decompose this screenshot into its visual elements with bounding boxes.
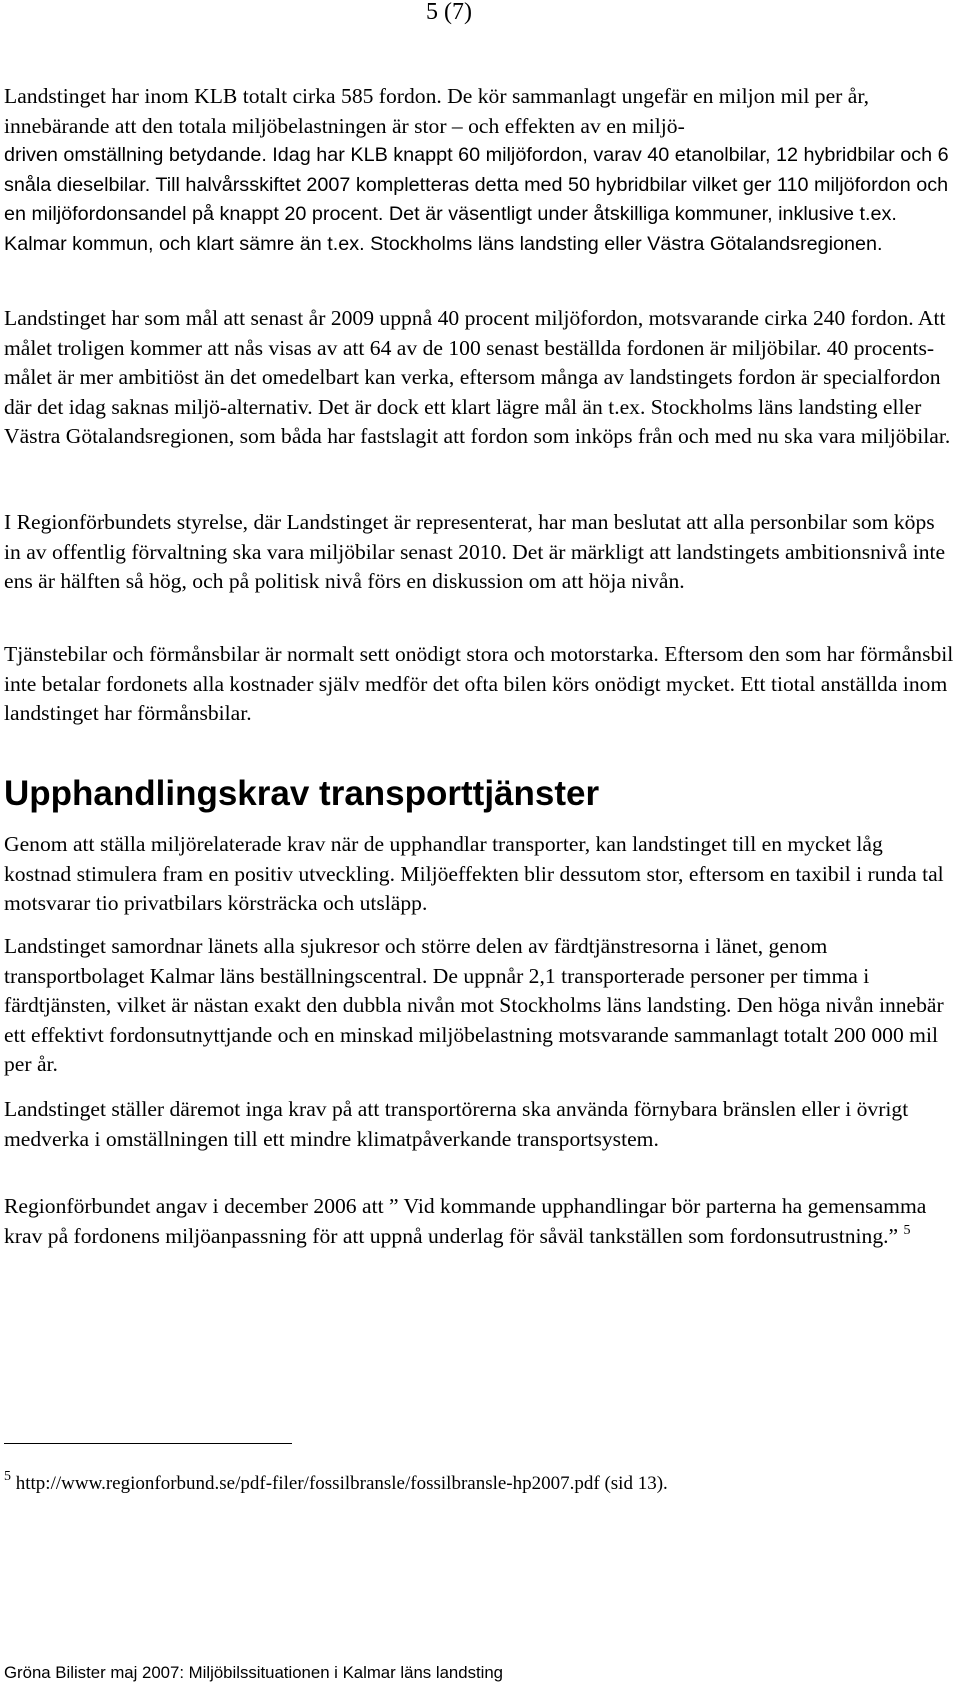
footnote-reference: 5: [903, 1222, 911, 1238]
footnote: [4, 1470, 668, 1498]
footnote-number: 5: [4, 1469, 11, 1484]
paragraph-regionforbund: I Regionförbundets styrelse, där Landstinget är representerat, har man beslutat att alla personbilar som köps in av offentlig förvaltning ska vara miljöbilar senast 2010. Det är märkligt att landstingets ambitionsnivå inte ens är hälften så hög, och på politisk nivå förs en diskussion om att höja nivån.: [4, 510, 946, 594]
paragraph-fleet-status: driven omställning betydande. Idag har KLB knappt 60 miljöfordon, varav 40 etanolbilar, 12 hybridbilar och 6 snåla dieselbilar. Till halvårsskiftet 2007 kompletteras detta med 50 hybridbilar vilket ger 110 miljöfordon och en miljöfordonsandel på knappt 20 procent. Det är väsentligt under åtskilliga kommuner, inklusive t.ex. Kalmar kommun, och klart sämre än t.ex. Stockholms läns landsting eller Västra Götalandsregionen.: [4, 144, 949, 255]
paragraph-fleet-intro: Landstinget har inom KLB totalt cirka 585 fordon. De kör sammanlagt ungefär en miljon mil per år, innebärande att den totala miljöbelastningen är stor – och effekten av en miljö-: [4, 84, 870, 138]
section-heading: Upphandlingskrav transporttjänster: [4, 774, 600, 813]
paragraph-formansbilar: Tjänstebilar och förmånsbilar är normalt sett onödigt stora och motorstarka. Eftersom den som har förmånsbil inte betalar fordonets alla kostnader själv medför det ofta bilen körs onödigt mycket. Ett tiotal anställda inom landstinget har förmånsbilar.: [4, 642, 954, 726]
page-footer: Gröna Bilister maj 2007: Miljöbilssituationen i Kalmar läns landsting: [4, 1663, 504, 1682]
footnote-link[interactable]: http://www.regionforbund.se/pdf-filer/fossilbransle/fossilbransle-hp2007.pdf (sid 13).: [15, 1473, 668, 1494]
footnote-divider: [4, 1443, 292, 1444]
paragraph-no-requirements: Landstinget ställer däremot inga krav på att transportörerna ska använda förnybara bränslen eller i övrigt medverka i omställningen till ett mindre klimatpåverkande transportsystem.: [4, 1097, 909, 1151]
paragraph-goal-2009: Landstinget har som mål att senast år 2009 uppnå 40 procent miljöfordon, motsvarande cirka 240 fordon. Att målet troligen kommer att nås visas av att 64 av de 100 senast beställda fordonen är miljöbilar. 40 procents-målet är mer ambitiöst än det omedelbart kan verka, eftersom många av landstingets fordon är specialfordon där det idag saknas miljö-alternativ. Det är dock ett klart lägre mål än t.ex. Stockholms läns landsting eller Västra Götalandsregionen, som båda har fastslagit att fordon som inköps från och med nu ska vara miljöbilar.: [4, 306, 951, 449]
quote-text: Regionförbundet angav i december 2006 att ” Vid kommande upphandlingar bör parterna ha gemensamma krav på fordonens miljöanpassning för att uppnå underlag för såväl tankställen som fordonsutrustning.”: [4, 1194, 927, 1248]
page-number: 5 (7): [426, 0, 472, 25]
paragraph-procurement: Genom att ställa miljörelaterade krav när de upphandlar transporter, kan landstinget till en mycket låg kostnad stimulera fram en positiv utveckling. Miljöeffekten blir dessutom stor, eftersom en taxibil i runda tal motsvarar tio privatbilars körsträcka och utsläpp.: [4, 832, 944, 916]
paragraph-sjukresor: Landstinget samordnar länets alla sjukresor och större delen av färdtjänstresorna i länet, genom transportbolaget Kalmar läns beställningscentral. De uppnår 2,1 transporterade personer per timma i färdtjänsten, vilket är nästan exakt den dubbla nivån mot Stockholms läns landsting. Den höga nivån innebär ett effektivt fordonsutnyttjande och en minskad miljöbelastning motsvarande sammanlagt totalt 200 000 mil per år.: [4, 934, 944, 1077]
paragraph-quote: [4, 1192, 954, 1251]
